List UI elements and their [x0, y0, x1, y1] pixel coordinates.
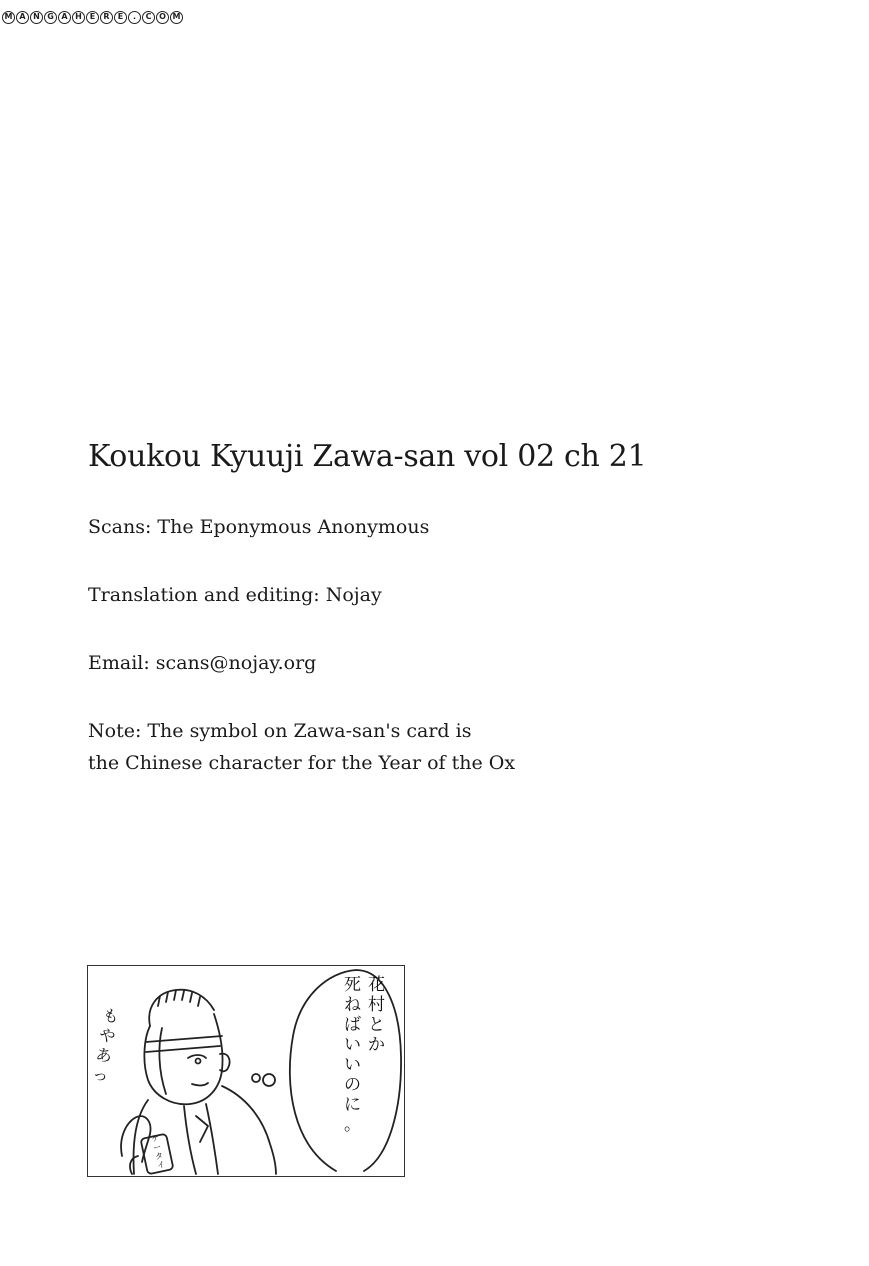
note-line-2: the Chinese character for the Year of the Ox [88, 752, 516, 774]
watermark-letter: O [156, 11, 169, 24]
watermark-letter: N [30, 11, 43, 24]
sfx-char: あ [94, 1044, 114, 1067]
character-glasses [146, 1036, 222, 1052]
speech-char: い [344, 1035, 361, 1055]
translation-credit: Translation and editing: Nojay [88, 584, 382, 606]
note-line-1: Note: The symbol on Zawa-san's card is [88, 720, 472, 742]
watermark-letter: M [2, 11, 15, 24]
speech-char: の [344, 1075, 361, 1095]
watermark-letter: A [58, 11, 71, 24]
speech-char: ば [344, 1015, 361, 1035]
comic-panel [87, 965, 405, 1177]
phone-label-char: ー [152, 1142, 163, 1153]
phone-label-char: ケ [150, 1133, 161, 1144]
sfx-char: っ [90, 1064, 110, 1086]
character-eye [188, 1055, 206, 1058]
speech-char: い [344, 1055, 361, 1075]
thought-bubble [252, 1074, 260, 1082]
sfx-text [91, 1005, 126, 1086]
comic-drawing [88, 966, 403, 1175]
speech-char: 。 [344, 1115, 361, 1135]
watermark-letter: G [44, 11, 57, 24]
phone-label-char: タ [154, 1151, 164, 1162]
watermark-letter: R [100, 11, 113, 24]
character-head [144, 1014, 222, 1104]
character-hair [149, 990, 214, 1026]
phone-label-char: イ [156, 1159, 166, 1171]
speech-char: 花 [368, 975, 385, 995]
speech-text-col1 [368, 975, 390, 1055]
speech-char: に [344, 1095, 361, 1115]
speech-char: ね [344, 995, 361, 1015]
watermark-letter: C [142, 11, 155, 24]
watermark-letter: A [16, 11, 29, 24]
speech-char: と [368, 1015, 385, 1035]
sfx-char: や [97, 1024, 117, 1047]
speech-char: か [368, 1035, 385, 1055]
sfx-char: も [101, 1005, 121, 1027]
watermark-letter: . [128, 11, 141, 24]
email-contact: Email: scans@nojay.org [88, 652, 317, 674]
credits-block [88, 436, 788, 779]
speech-text-col2 [344, 975, 366, 1135]
scans-credit: Scans: The Eponymous Anonymous [88, 516, 430, 538]
phone-label [151, 1133, 169, 1170]
speech-char: 村 [368, 995, 385, 1015]
watermark-letter: E [114, 11, 127, 24]
speech-char: 死 [344, 975, 361, 995]
character-hand [121, 1116, 150, 1162]
watermark-letter: M [170, 11, 183, 24]
watermark-letter: H [72, 11, 85, 24]
chapter-title: Koukou Kyuuji Zawa-san vol 02 ch 21 [88, 439, 647, 474]
watermark-letter: E [86, 11, 99, 24]
site-watermark [2, 9, 184, 25]
